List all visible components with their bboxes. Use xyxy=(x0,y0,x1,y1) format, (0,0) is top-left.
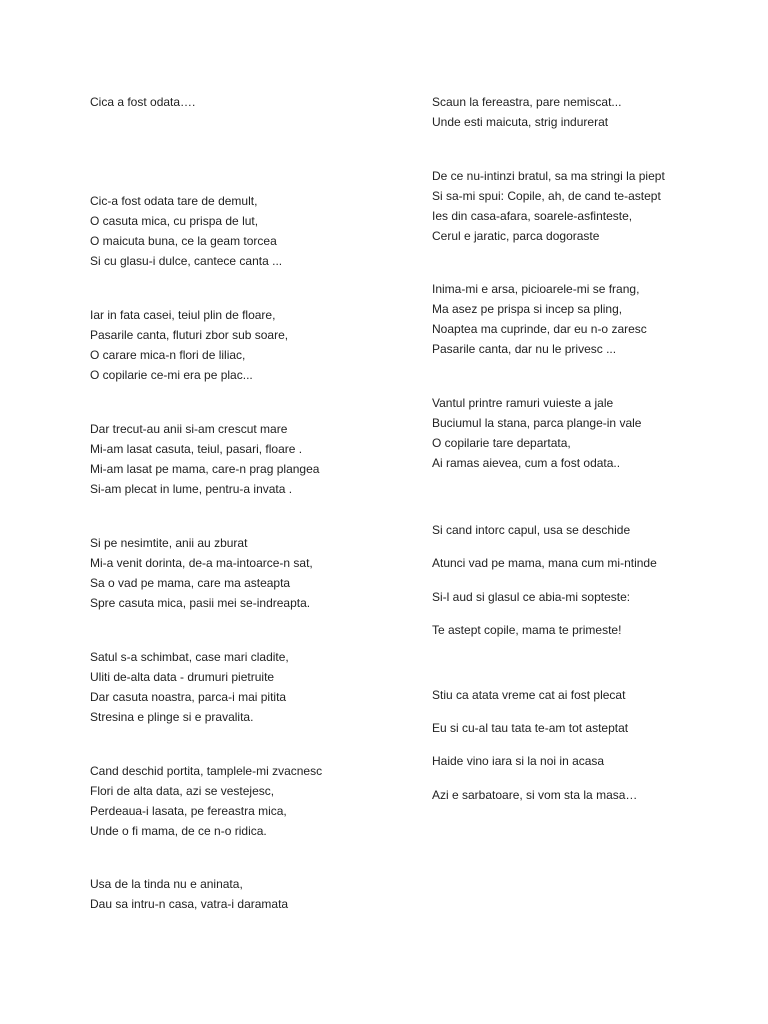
stanza xyxy=(432,279,647,359)
poem-line: O copilarie tare departata, xyxy=(432,436,571,450)
poem-line: Azi e sarbatoare, si vom sta la masa… xyxy=(432,788,638,802)
stanza xyxy=(90,533,313,613)
stanza xyxy=(432,520,630,540)
poem-line: Sa o vad pe mama, care ma asteapta xyxy=(90,576,291,590)
stanza xyxy=(432,92,621,132)
stanza xyxy=(90,305,288,385)
poem-line: Ai ramas aievea, cum a fost odata.. xyxy=(432,456,621,470)
poem-line: Stresina e plinge si e pravalita. xyxy=(90,710,254,724)
poem-line: Spre casuta mica, pasii mei se-indreapta. xyxy=(90,596,311,610)
poem-line: Pasarile canta, fluturi zbor sub soare, xyxy=(90,328,289,342)
stanza xyxy=(432,620,621,640)
poem-line: Satul s-a schimbat, case mari cladite, xyxy=(90,650,289,664)
poem-line: Mi-am lasat pe mama, care-n prag plangea xyxy=(90,462,320,476)
poem-line: Cic-a fost odata tare de demult, xyxy=(90,194,258,208)
stanza xyxy=(90,419,319,499)
poem-line: Si cu glasu-i dulce, cantece canta ... xyxy=(90,254,283,268)
poem-line: Unde o fi mama, de ce n-o ridica. xyxy=(90,824,267,838)
stanza xyxy=(432,718,628,738)
poem-line: Si-am plecat in lume, pentru-a invata . xyxy=(90,482,293,496)
stanza xyxy=(90,647,289,727)
stanza xyxy=(432,553,657,573)
poem-line: Iar in fata casei, teiul plin de floare, xyxy=(90,308,276,322)
poem-line: O copilarie ce-mi era pe plac... xyxy=(90,368,253,382)
poem-line: Cand deschid portita, tamplele-mi zvacnesc xyxy=(90,764,323,778)
poem-line: Uliti de-alta data - drumuri pietruite xyxy=(90,670,275,684)
poem-line: Buciumul la stana, parca plange-in vale xyxy=(432,416,642,430)
stanza xyxy=(432,166,665,246)
poem-line: Dar trecut-au anii si-am crescut mare xyxy=(90,422,288,436)
poem-line: Atunci vad pe mama, mana cum mi-ntinde xyxy=(432,556,657,570)
poem-line: Si-l aud si glasul ce abia-mi sopteste: xyxy=(432,590,631,604)
poem-line: O maicuta buna, ce la geam torcea xyxy=(90,234,277,248)
poem-line: Vantul printre ramuri vuieste a jale xyxy=(432,396,614,410)
poem-line: Cica a fost odata…. xyxy=(90,95,196,109)
poem-line: Perdeaua-i lasata, pe fereastra mica, xyxy=(90,804,287,818)
stanza xyxy=(432,587,630,607)
poem-line: Si pe nesimtite, anii au zburat xyxy=(90,536,248,550)
poem-line: Stiu ca atata vreme cat ai fost plecat xyxy=(432,688,626,702)
poem-line: Scaun la fereastra, pare nemiscat... xyxy=(432,95,622,109)
stanza xyxy=(90,761,322,841)
poem-line: Usa de la tinda nu e aninata, xyxy=(90,877,243,891)
stanza xyxy=(432,393,641,473)
poem-line: Si sa-mi spui: Copile, ah, de cand te-astept xyxy=(432,189,661,203)
poem-line: Noaptea ma cuprinde, dar eu n-o zaresc xyxy=(432,322,647,336)
poem-line: Inima-mi e arsa, picioarele-mi se frang, xyxy=(432,282,640,296)
stanza xyxy=(432,751,604,771)
poem-line: Te astept copile, mama te primeste! xyxy=(432,623,622,637)
stanza xyxy=(432,785,637,805)
poem-line: Dau sa intru-n casa, vatra-i daramata xyxy=(90,897,289,911)
poem-line: Haide vino iara si la noi in acasa xyxy=(432,754,605,768)
poem-line: Flori de alta data, azi se vestejesc, xyxy=(90,784,275,798)
stanza xyxy=(90,191,282,271)
poem-line: Ma asez pe prispa si incep sa pling, xyxy=(432,302,623,316)
poem-line: Dar casuta noastra, parca-i mai pitita xyxy=(90,690,287,704)
poem-line: Si cand intorc capul, usa se deschide xyxy=(432,523,631,537)
title-line xyxy=(90,92,195,112)
stanza xyxy=(90,874,288,914)
stanza xyxy=(432,685,625,705)
poem-line: Cerul e jaratic, parca dogoraste xyxy=(432,229,600,243)
poem-line: Mi-am lasat casuta, teiul, pasari, floare . xyxy=(90,442,303,456)
poem-line: Unde esti maicuta, strig indurerat xyxy=(432,115,609,129)
poem-line: O carare mica-n flori de liliac, xyxy=(90,348,246,362)
poem-line: Pasarile canta, dar nu le privesc ... xyxy=(432,342,617,356)
poem-line: Eu si cu-al tau tata te-am tot asteptat xyxy=(432,721,629,735)
poem-line: Ies din casa-afara, soarele-asfinteste, xyxy=(432,209,633,223)
poem-line: Mi-a venit dorinta, de-a ma-intoarce-n sat, xyxy=(90,556,313,570)
poem-line: O casuta mica, cu prispa de lut, xyxy=(90,214,259,228)
poem-line: De ce nu-intinzi bratul, sa ma stringi la piept xyxy=(432,169,665,183)
